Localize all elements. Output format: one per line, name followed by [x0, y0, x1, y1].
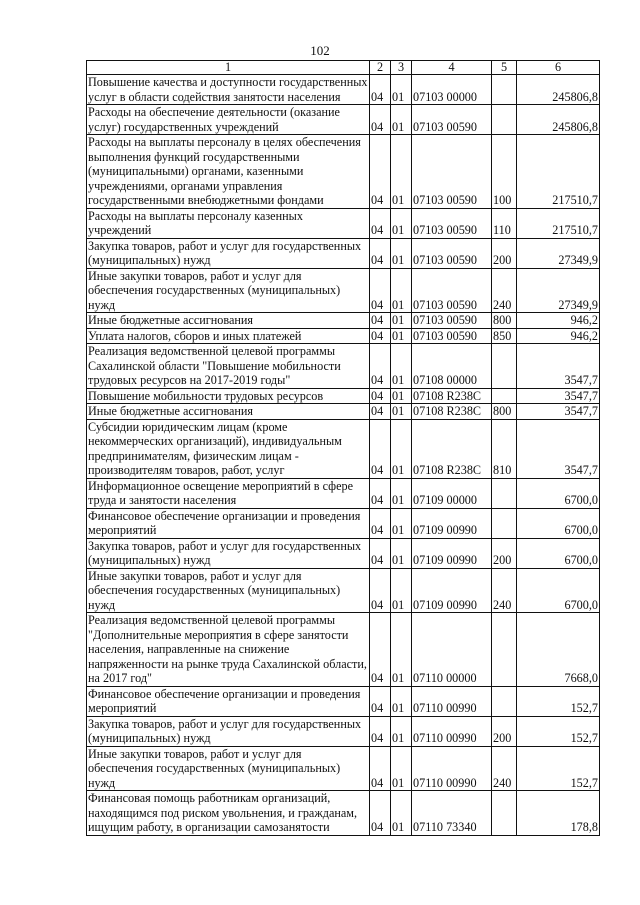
- row-section: 04: [370, 105, 391, 135]
- row-expense-type: 810: [492, 419, 517, 478]
- header-col-6: 6: [517, 61, 600, 75]
- row-target-code: 07103 00000: [412, 75, 492, 105]
- row-name: Финансовая помощь работникам организаций, находящимся под риском увольнения, и гражданам, ищущим работу, в организации самозанятости: [87, 791, 370, 836]
- row-amount: 3547,7: [517, 344, 600, 389]
- table-row: [87, 328, 600, 344]
- row-section: 04: [370, 268, 391, 313]
- row-name: Повышение качества и доступности государственных услуг в области содействия занятости населения: [88, 75, 368, 104]
- row-section: 04: [370, 388, 391, 404]
- row-section: 04: [370, 208, 391, 238]
- row-name: Расходы на выплаты персоналу казенных учреждений: [87, 208, 370, 238]
- row-expense-type: [492, 508, 517, 538]
- row-subsection: 01: [391, 238, 412, 268]
- row-name: Иные бюджетные ассигнования: [87, 313, 370, 329]
- row-section: 04: [370, 613, 391, 687]
- row-expense-type: 200: [492, 538, 517, 568]
- header-col-3: 3: [391, 61, 412, 75]
- row-subsection: 01: [391, 344, 412, 389]
- row-subsection: 01: [391, 538, 412, 568]
- row-amount: 152,7: [517, 716, 600, 746]
- row-amount: 946,2: [517, 313, 600, 329]
- row-section: 04: [370, 508, 391, 538]
- table-row: [87, 746, 600, 791]
- row-amount: 27349,9: [517, 268, 600, 313]
- table-row: [87, 478, 600, 508]
- row-subsection: 01: [391, 135, 412, 209]
- row-name: Реализация ведомственной целевой программы Сахалинской области "Повышение мобильности трудовых ресурсов на 2017-2019 годы": [87, 344, 370, 389]
- row-expense-type: [492, 791, 517, 836]
- table-row: [87, 508, 600, 538]
- row-subsection: 01: [391, 508, 412, 538]
- row-section: 04: [370, 686, 391, 716]
- row-name: Иные закупки товаров, работ и услуг для обеспечения государственных (муниципальных) нужд: [87, 568, 370, 613]
- row-target-code: 07103 00590: [412, 313, 492, 329]
- row-section: 04: [370, 404, 391, 420]
- row-amount: 6700,0: [517, 478, 600, 508]
- row-section: 04: [370, 478, 391, 508]
- row-amount: 245806,8: [517, 75, 600, 105]
- table-row: [87, 268, 600, 313]
- row-section: 04: [370, 313, 391, 329]
- table-row: [87, 105, 600, 135]
- row-name: Иные закупки товаров, работ и услуг для обеспечения государственных (муниципальных) нужд: [87, 746, 370, 791]
- row-subsection: 01: [391, 75, 412, 105]
- row-name: Повышение мобильности трудовых ресурсов: [87, 388, 370, 404]
- row-amount: 6700,0: [517, 568, 600, 613]
- table-row: [87, 568, 600, 613]
- row-subsection: 01: [391, 686, 412, 716]
- row-subsection: 01: [391, 268, 412, 313]
- row-name: Расходы на выплаты персоналу в целях обеспечения выполнения функций государственными (муниципальными) органами, казенными учреждениями, органами управления государственными внебюджетными фондами: [87, 135, 370, 209]
- table-row: [87, 716, 600, 746]
- row-expense-type: [492, 613, 517, 687]
- row-expense-type: [492, 686, 517, 716]
- row-expense-type: [492, 344, 517, 389]
- row-target-code: 07110 00990: [412, 716, 492, 746]
- row-target-code: 07109 00990: [412, 568, 492, 613]
- row-name: Субсидии юридическим лицам (кроме некоммерческих организаций), индивидуальным предпринимателям, физическим лицам - производителям товаров, работ, услуг: [87, 419, 370, 478]
- row-amount: 3547,7: [517, 388, 600, 404]
- row-section: 04: [370, 791, 391, 836]
- row-expense-type: 100: [492, 135, 517, 209]
- row-target-code: 07103 00590: [412, 135, 492, 209]
- row-expense-type: 800: [492, 313, 517, 329]
- row-amount: 6700,0: [517, 538, 600, 568]
- row-expense-type: 200: [492, 716, 517, 746]
- header-col-5: 5: [492, 61, 517, 75]
- row-section: 04: [370, 746, 391, 791]
- row-subsection: 01: [391, 478, 412, 508]
- table-row: [87, 388, 600, 404]
- table-row: [87, 344, 600, 389]
- row-target-code: 07108 R238C: [412, 404, 492, 420]
- row-section: 04: [370, 716, 391, 746]
- table-row: [87, 135, 600, 209]
- row-amount: 217510,7: [517, 135, 600, 209]
- row-amount: 3547,7: [517, 404, 600, 420]
- row-amount: 152,7: [517, 746, 600, 791]
- row-expense-type: 240: [492, 568, 517, 613]
- row-name: Закупка товаров, работ и услуг для государственных (муниципальных) нужд: [87, 538, 370, 568]
- row-subsection: 01: [391, 791, 412, 836]
- row-target-code: 07110 00000: [412, 613, 492, 687]
- row-subsection: 01: [391, 404, 412, 420]
- row-section: 04: [370, 344, 391, 389]
- row-section: 04: [370, 135, 391, 209]
- row-amount: 7668,0: [517, 613, 600, 687]
- page-number: 102: [310, 43, 330, 58]
- row-expense-type: [492, 388, 517, 404]
- row-subsection: 01: [391, 328, 412, 344]
- row-target-code: 07103 00590: [412, 268, 492, 313]
- table-row: [87, 238, 600, 268]
- row-amount: 217510,7: [517, 208, 600, 238]
- row-amount: 946,2: [517, 328, 600, 344]
- row-name: Закупка товаров, работ и услуг для государственных (муниципальных) нужд: [87, 716, 370, 746]
- row-name: Уплата налогов, сборов и иных платежей: [87, 328, 370, 344]
- table-row: [87, 538, 600, 568]
- table-row: [87, 419, 600, 478]
- row-target-code: 07109 00990: [412, 538, 492, 568]
- row-subsection: 01: [391, 208, 412, 238]
- row-target-code: 07109 00000: [412, 478, 492, 508]
- row-expense-type: 110: [492, 208, 517, 238]
- row-target-code: 07110 00990: [412, 746, 492, 791]
- row-name: Финансовое обеспечение организации и проведения мероприятий: [87, 508, 370, 538]
- row-expense-type: [492, 105, 517, 135]
- row-target-code: 07103 00590: [412, 238, 492, 268]
- row-expense-type: [492, 75, 517, 105]
- row-amount: 6700,0: [517, 508, 600, 538]
- row-section: 04: [370, 75, 391, 105]
- table-row: [87, 791, 600, 836]
- row-section: 04: [370, 238, 391, 268]
- row-name: Финансовое обеспечение организации и проведения мероприятий: [87, 686, 370, 716]
- row-expense-type: 240: [492, 268, 517, 313]
- table-row: [87, 686, 600, 716]
- row-name: Иные бюджетные ассигнования: [87, 404, 370, 420]
- row-subsection: 01: [391, 419, 412, 478]
- row-name: Реализация ведомственной целевой программы "Дополнительные мероприятия в сфере занятости населения, направленные на снижение напряженности на рынке труда Сахалинской области, на 2017 год": [87, 613, 370, 687]
- row-subsection: 01: [391, 568, 412, 613]
- row-section: 04: [370, 419, 391, 478]
- row-target-code: 07109 00990: [412, 508, 492, 538]
- header-col-4: 4: [412, 61, 492, 75]
- row-expense-type: 240: [492, 746, 517, 791]
- budget-table: [86, 60, 600, 836]
- row-target-code: 07103 00590: [412, 328, 492, 344]
- row-name: Иные закупки товаров, работ и услуг для обеспечения государственных (муниципальных) нужд: [87, 268, 370, 313]
- row-amount: 152,7: [517, 686, 600, 716]
- row-subsection: 01: [391, 388, 412, 404]
- row-section: 04: [370, 328, 391, 344]
- row-section: 04: [370, 568, 391, 613]
- row-amount: 245806,8: [517, 105, 600, 135]
- row-name: Информационное освещение мероприятий в сфере труда и занятости населения: [87, 478, 370, 508]
- table-row: [87, 613, 600, 687]
- row-subsection: 01: [391, 105, 412, 135]
- row-subsection: 01: [391, 613, 412, 687]
- row-subsection: 01: [391, 313, 412, 329]
- row-expense-type: 850: [492, 328, 517, 344]
- row-name: Расходы на обеспечение деятельности (оказание услуг) государственных учреждений: [87, 105, 370, 135]
- row-target-code: 07103 00590: [412, 105, 492, 135]
- table-row: [87, 313, 600, 329]
- row-target-code: 07108 R238C: [412, 388, 492, 404]
- row-subsection: 01: [391, 746, 412, 791]
- table-row: [87, 208, 600, 238]
- row-target-code: 07108 00000: [412, 344, 492, 389]
- row-target-code: 07103 00590: [412, 208, 492, 238]
- row-expense-type: 200: [492, 238, 517, 268]
- row-amount: 27349,9: [517, 238, 600, 268]
- row-expense-type: 800: [492, 404, 517, 420]
- header-col-2: 2: [370, 61, 391, 75]
- row-amount: 3547,7: [517, 419, 600, 478]
- row-subsection: 01: [391, 716, 412, 746]
- row-expense-type: [492, 478, 517, 508]
- row-target-code: 07110 73340: [412, 791, 492, 836]
- row-name: Закупка товаров, работ и услуг для государственных (муниципальных) нужд: [87, 238, 370, 268]
- table-row: [87, 75, 600, 105]
- header-col-1: 1: [87, 61, 370, 75]
- row-target-code: 07108 R238C: [412, 419, 492, 478]
- row-section: 04: [370, 538, 391, 568]
- row-amount: 178,8: [517, 791, 600, 836]
- row-target-code: 07110 00990: [412, 686, 492, 716]
- table-row: [87, 404, 600, 420]
- header-row: [87, 61, 600, 75]
